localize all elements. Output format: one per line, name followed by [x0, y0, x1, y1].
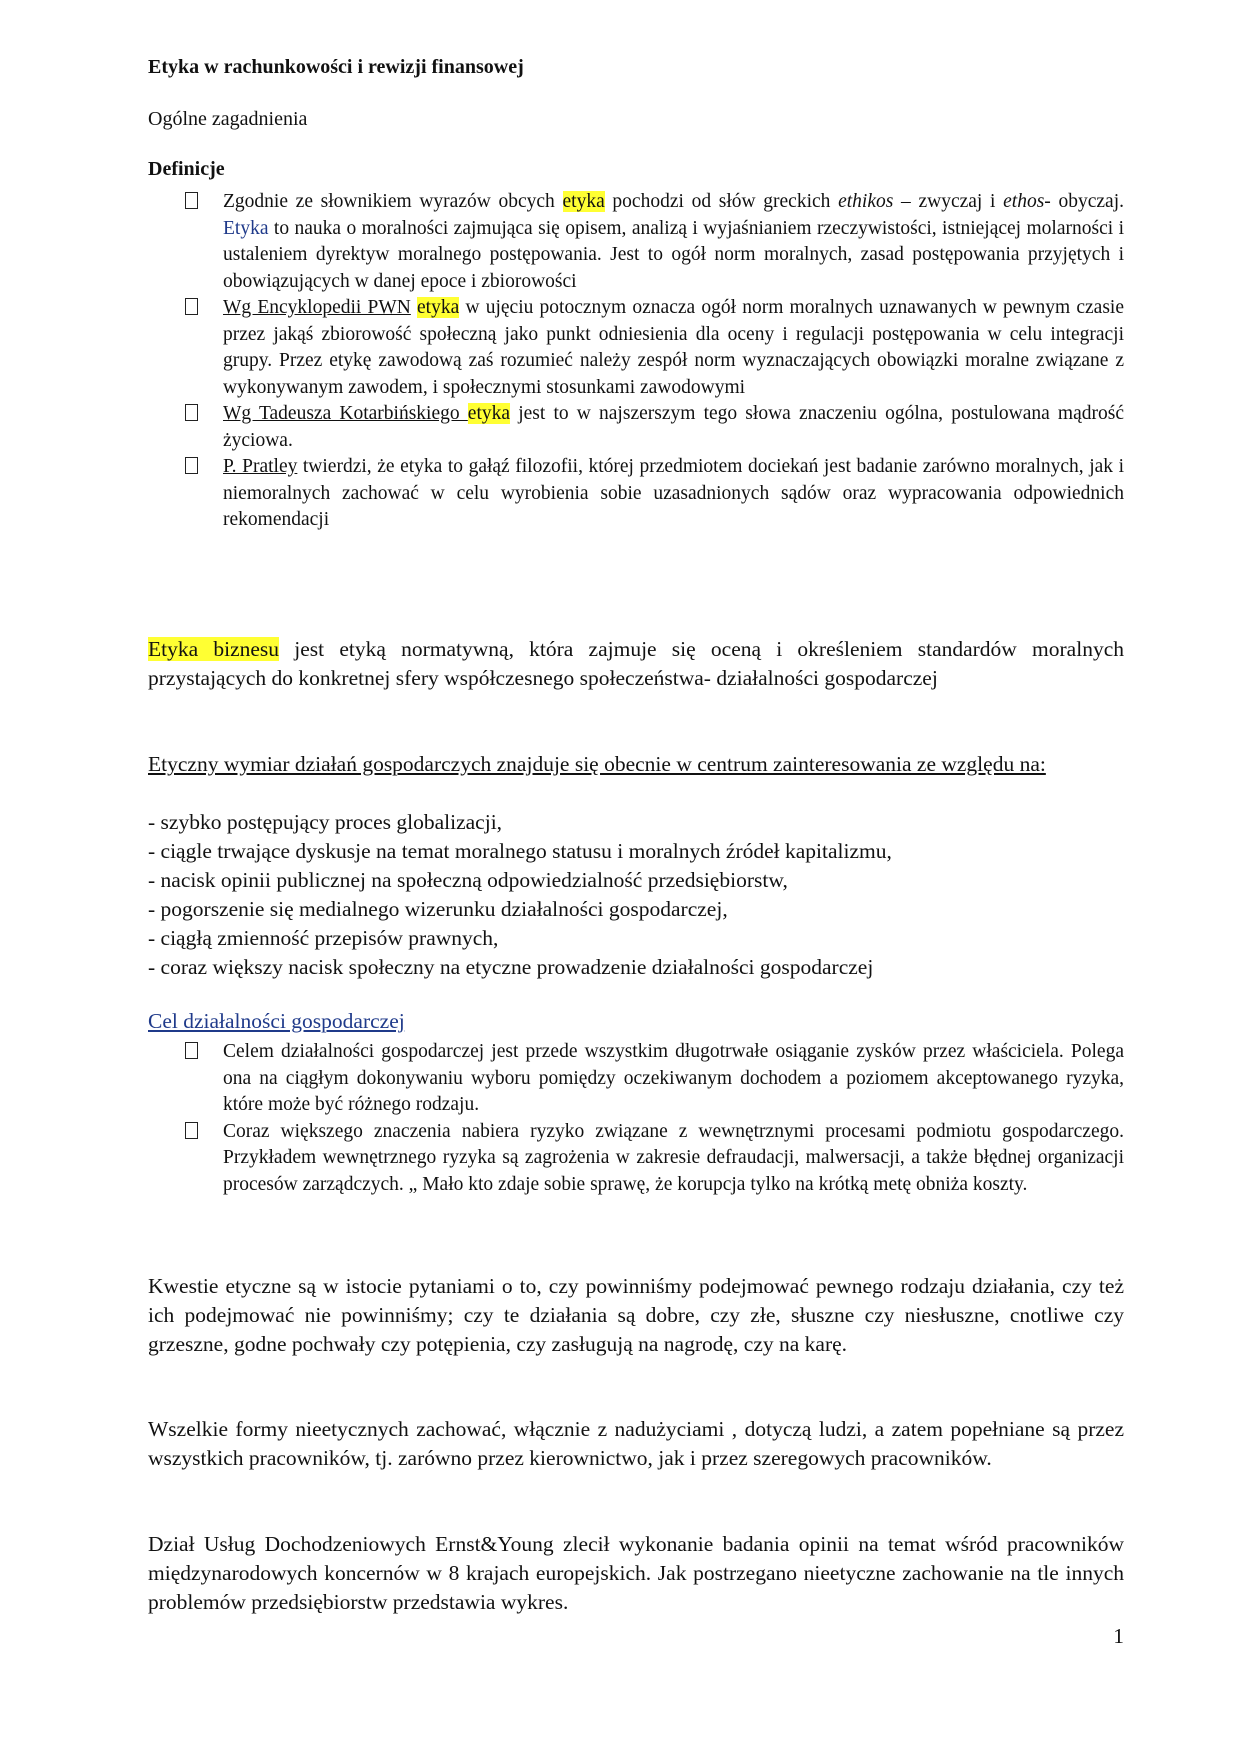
goal-heading: Cel działalności gospodarczej: [148, 1009, 405, 1033]
list-item: - ciągłą zmienność przepisów prawnych,: [148, 926, 499, 950]
context-heading: Etyczny wymiar działań gospodarczych znajduje się obecnie w centrum zainteresowania ze względu na:: [148, 752, 1046, 776]
highlight: etyka: [562, 191, 605, 212]
list-item: - nacisk opinii publicznej na społeczną odpowiedzialność przedsiębiorstw,: [148, 868, 788, 892]
page-number: 1: [1113, 1624, 1124, 1648]
list-item: Zgodnie ze słownikiem wyrazów obcych etyka pochodzi od słów greckich ethikos – zwyczaj i ethos- obyczaj. Etyka to nauka o moralności zajmująca się opisem, analizą i wyjaśnianiem rzeczywistości, istniejącej molarności i ustaleniem dyrektyw moralnego postępowania. Jest to ogół norm moralnych, zasad postępowania przyjętych i obowiązujących w danej epoce i zbiorowości: [148, 189, 1124, 295]
unethical-behaviour-paragraph: Wszelkie formy nieetycznych zachować, włącznie z nadużyciami , dotyczą ludzi, a zatem popełniane są przez wszystkich pracowników, tj. zarówno przez kierownictwo, jak i przez szeregowych pracowników.: [148, 1417, 1124, 1470]
list-item: - coraz większy nacisk społeczny na etyczne prowadzenie działalności gospodarczej: [148, 955, 874, 979]
highlight: Etyka biznesu: [148, 637, 280, 661]
list-item: Wg Tadeusza Kotarbińskiego etyka jest to w najszerszym tego słowa znaczeniu ogólna, postulowana mądrość życiowa.: [148, 401, 1124, 454]
bullet-box-icon: [185, 457, 198, 474]
business-ethics-paragraph: Etyka biznesu jest etyką normatywną, która zajmuje się oceną i określeniem standardów moralnych przystających do konkretnej sfery współczesnego społeczeństwa- działalności gospodarczej: [148, 637, 1124, 690]
list-item: P. Pratley twierdzi, że etyka to gałąź filozofii, której przedmiotem dociekań jest badanie zarówno moralnych, jak i niemoralnych zachować w celu wyrobienia sobie uzasadnionych sądów oraz wypracowania odpowiednich rekomendacji: [148, 454, 1124, 534]
context-list: [148, 808, 892, 982]
bullet-box-icon: [185, 1042, 198, 1059]
highlight: etyka: [417, 297, 460, 318]
section-general: Ogólne zagadnienia: [148, 108, 308, 130]
list-item: Coraz większego znaczenia nabiera ryzyko związane z wewnętrznymi procesami podmiotu gospodarczego. Przykładem wewnętrznego ryzyka są zagrożenia w zakresie defraudacji, malwersacji, a także błędnej organizacji procesów zarządczych. „ Mało kto zdaje sobie sprawę, że korupcja tylko na krótką metę obniża koszty.: [148, 1119, 1124, 1199]
bullet-box-icon: [185, 404, 198, 421]
bullet-box-icon: [185, 1122, 198, 1139]
bullet-box-icon: [185, 192, 198, 209]
definitions-heading: Definicje: [148, 158, 225, 180]
definitions-list: [148, 189, 1124, 534]
ethics-questions-paragraph: Kwestie etyczne są w istocie pytaniami o to, czy powinniśmy podejmować pewnego rodzaju działania, czy też ich podejmować nie powinniśmy; czy te działania są dobre, czy złe, słuszne czy niesłuszne, cnotliwe czy grzeszne, godne pochwały czy potępienia, czy zasługują na nagrodę, czy na karę.: [148, 1274, 1124, 1356]
goal-list: [148, 1039, 1124, 1198]
document-title: Etyka w rachunkowości i rewizji finansowej: [148, 56, 524, 78]
list-item: - szybko postępujący proces globalizacji,: [148, 810, 503, 834]
ernst-young-paragraph: Dział Usług Dochodzeniowych Ernst&Young zlecił wykonanie badania opinii na temat wśród pracowników międzynarodowych koncernów w 8 krajach europejskich. Jak postrzegano nieetyczne zachowanie na tle innych problemów przedsiębiorstw przedstawia wykres.: [148, 1532, 1124, 1614]
list-item: Wg Encyklopedii PWN etyka w ujęciu potocznym oznacza ogół norm moralnych uznawanych w pewnym czasie przez jakąś zbiorowość społeczną jako punkt odniesienia dla oceny i regulacji postępowania w celu integracji grupy. Przez etykę zawodową zaś rozumieć należy zespół norm wyznaczających obowiązki moralne związane z wykonywanym zawodem, i społecznymi stosunkami zawodowymi: [148, 295, 1124, 401]
list-item: - ciągle trwające dyskusje na temat moralnego statusu i moralnych źródeł kapitalizmu,: [148, 839, 892, 863]
highlight: etyka: [467, 403, 511, 424]
bullet-box-icon: [185, 298, 198, 315]
list-item: Celem działalności gospodarczej jest przede wszystkim długotrwałe osiąganie zysków przez właściciela. Polega ona na ciągłym dokonywaniu wyboru pomiędzy oczekiwanym dochodem a poziomem akceptowanego ryzyka, które może być różnego rodzaju.: [148, 1039, 1124, 1119]
list-item: - pogorszenie się medialnego wizerunku działalności gospodarczej,: [148, 897, 728, 921]
